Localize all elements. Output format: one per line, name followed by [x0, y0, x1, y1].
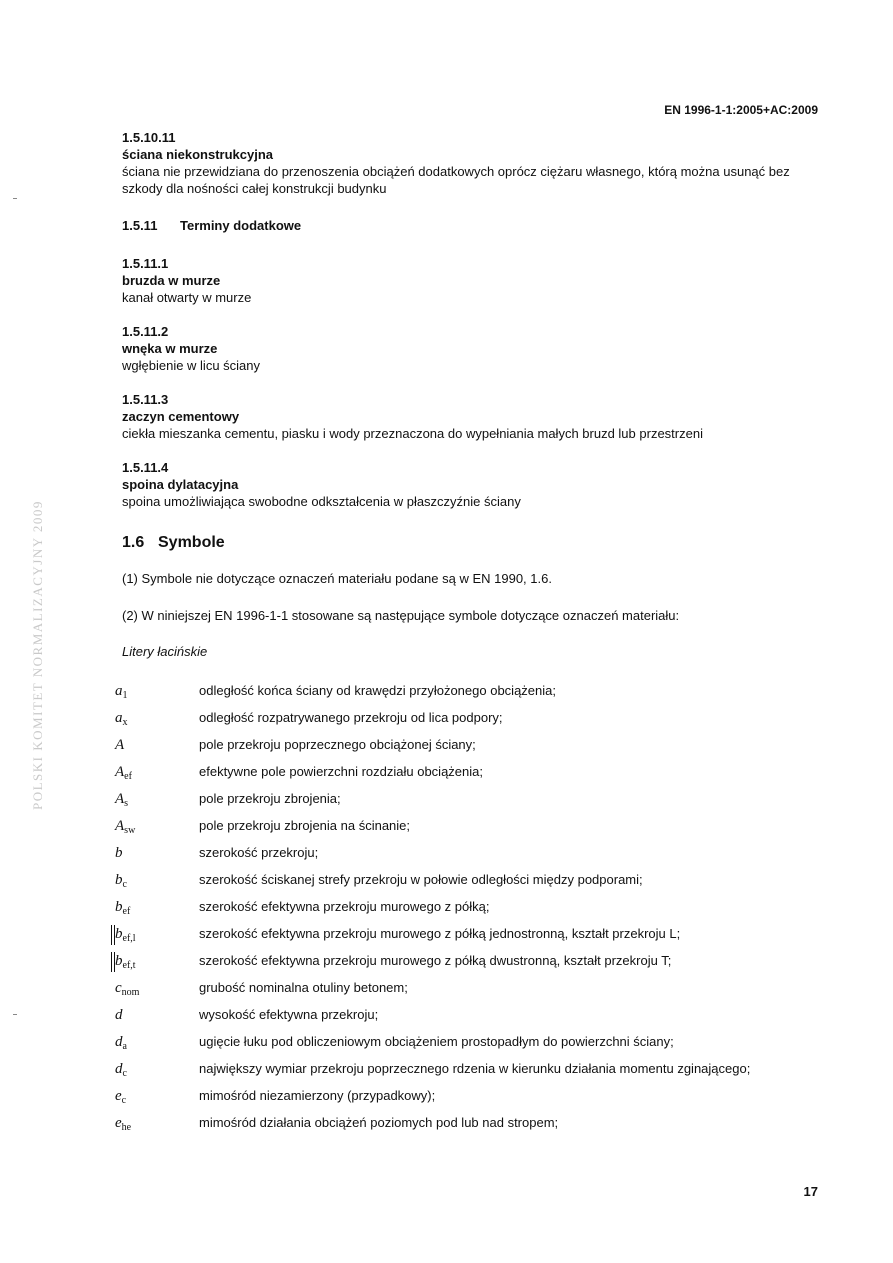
- symbol-definition: pole przekroju zbrojenia;: [199, 791, 341, 806]
- symbol-subscript: nom: [121, 987, 140, 998]
- subsection-number: 1.5.11: [122, 218, 158, 233]
- symbol-subscript: c: [121, 1095, 127, 1106]
- symbol-definition: wysokość efektywna przekroju;: [199, 1007, 379, 1022]
- term-number: 1.5.10.11: [122, 130, 176, 145]
- symbol-notation: [115, 817, 185, 840]
- symbol-base: a: [115, 710, 123, 726]
- page-header-standard-id: EN 1996-1-1:2005+AC:2009: [664, 103, 818, 117]
- symbol-base: d: [115, 1007, 123, 1023]
- symbol-base: A: [115, 737, 125, 753]
- symbol-row: [115, 925, 827, 952]
- symbol-notation: [115, 952, 185, 975]
- symbol-row: [115, 952, 827, 979]
- term-name: spoina dylatacyjna: [122, 477, 239, 492]
- symbol-definition: szerokość efektywna przekroju murowego z półką jednostronną, kształt przekroju L;: [199, 926, 681, 941]
- term-name: zaczyn cementowy: [122, 409, 240, 424]
- document-body: [115, 129, 827, 1141]
- symbol-notation: [115, 1060, 185, 1083]
- symbol-base: A: [115, 818, 125, 834]
- margin-mark: [13, 198, 17, 199]
- symbol-notation: [115, 1006, 185, 1024]
- symbol-notation: [115, 736, 185, 754]
- section-heading: [122, 534, 827, 552]
- symbol-notation: [115, 682, 185, 705]
- symbol-base: d: [115, 1061, 123, 1077]
- symbol-row: [115, 898, 827, 925]
- symbol-list: [115, 682, 827, 1141]
- symbol-row: [115, 1060, 827, 1087]
- symbol-definition: mimośród działania obciążeń poziomych pod lub nad stropem;: [199, 1115, 559, 1130]
- symbol-row: [115, 1114, 827, 1141]
- term-number: 1.5.11.4: [122, 460, 169, 475]
- term-name: wnęka w murze: [122, 341, 218, 356]
- term-definition: wgłębienie w licu ściany: [122, 358, 261, 373]
- symbols-group-heading: Litery łacińskie: [122, 644, 208, 659]
- symbol-base: b: [115, 872, 123, 888]
- symbol-base: e: [115, 1088, 122, 1104]
- symbol-definition: odległość rozpatrywanego przekroju od lica podpory;: [199, 710, 503, 725]
- symbol-subscript: ef,l: [122, 933, 136, 944]
- symbol-notation: [115, 925, 185, 948]
- symbol-subscript: c: [122, 1068, 127, 1079]
- symbol-row: [115, 736, 827, 763]
- symbol-notation: [115, 1087, 185, 1110]
- symbol-base: A: [115, 764, 125, 780]
- symbol-base: a: [115, 683, 123, 699]
- term-definition: spoina umożliwiająca swobodne odkształcenia w płaszczyźnie ściany: [122, 494, 521, 509]
- symbol-subscript: s: [124, 798, 129, 809]
- term-name: bruzda w murze: [122, 273, 221, 288]
- symbol-subscript: sw: [124, 825, 136, 836]
- symbol-definition: szerokość ściskanej strefy przekroju w połowie odległości między podporami;: [199, 872, 643, 887]
- symbol-row: [115, 871, 827, 898]
- term-definition: kanał otwarty w murze: [122, 290, 252, 305]
- paragraph: (2) W niniejszej EN 1996-1-1 stosowane są następujące symbole dotyczące oznaczeń materiału:: [122, 608, 680, 623]
- term-entry: [122, 323, 827, 374]
- symbol-notation: [115, 898, 185, 921]
- symbol-base: e: [115, 1115, 122, 1131]
- subsection-title: Terminy dodatkowe: [180, 218, 302, 233]
- term-entry: [122, 391, 827, 442]
- symbol-row: [115, 790, 827, 817]
- subsection-heading: [122, 218, 827, 233]
- symbol-definition: szerokość przekroju;: [199, 845, 319, 860]
- symbol-definition: grubość nominalna otuliny betonem;: [199, 980, 408, 995]
- symbol-definition: szerokość efektywna przekroju murowego z półką;: [199, 899, 490, 914]
- page-number: 17: [803, 1184, 818, 1199]
- watermark-text: POLSKI KOMITET NORMALIZACYJNY 2009: [30, 500, 45, 810]
- symbol-definition: odległość końca ściany od krawędzi przyłożonego obciążenia;: [199, 683, 556, 698]
- symbol-subscript: c: [122, 879, 127, 890]
- symbol-row: [115, 709, 827, 736]
- symbol-subscript: he: [121, 1122, 132, 1133]
- symbol-notation: [115, 871, 185, 894]
- symbol-definition: efektywne pole powierzchni rozdziału obciążenia;: [199, 764, 483, 779]
- symbol-notation: [115, 763, 185, 786]
- symbol-notation: [115, 979, 185, 1002]
- term-entry: [122, 459, 827, 510]
- symbol-base: A: [115, 791, 125, 807]
- symbol-definition: pole przekroju poprzecznego obciążonej ściany;: [199, 737, 476, 752]
- term-entry: [122, 255, 827, 306]
- symbol-notation: [115, 1033, 185, 1056]
- term-definition: ściana nie przewidziana do przenoszenia obciążeń dodatkowych oprócz ciężaru własnego, którą można usunąć bez szkody dla nośności całej konstrukcji budynku: [122, 164, 790, 196]
- section-title: Symbole: [158, 534, 225, 551]
- symbol-subscript: a: [122, 1041, 127, 1052]
- symbol-definition: największy wymiar przekroju poprzecznego rdzenia w kierunku działania momentu zginającego;: [199, 1061, 751, 1076]
- symbol-notation: [115, 790, 185, 813]
- margin-mark: [13, 1014, 17, 1015]
- symbol-subscript: x: [122, 717, 128, 728]
- symbol-row: [115, 1033, 827, 1060]
- paragraph: (1) Symbole nie dotyczące oznaczeń materiału podane są w EN 1990, 1.6.: [122, 571, 552, 586]
- term-name: ściana niekonstrukcyjna: [122, 147, 274, 162]
- term-number: 1.5.11.1: [122, 256, 169, 271]
- term-number: 1.5.11.2: [122, 324, 169, 339]
- symbol-notation: [115, 709, 185, 732]
- symbol-definition: szerokość efektywna przekroju murowego z półką dwustronną, kształt przekroju T;: [199, 953, 672, 968]
- symbol-base: b: [115, 845, 123, 861]
- symbol-base: c: [115, 980, 122, 996]
- symbol-notation: [115, 844, 185, 862]
- symbol-row: [115, 979, 827, 1006]
- term-entry: [122, 129, 827, 197]
- symbol-base: b: [115, 953, 123, 969]
- symbol-subscript: ef: [124, 771, 132, 782]
- symbol-subscript: 1: [122, 690, 128, 701]
- symbol-subscript: ef: [122, 906, 131, 917]
- term-number: 1.5.11.3: [122, 392, 169, 407]
- symbol-row: [115, 763, 827, 790]
- symbol-definition: pole przekroju zbrojenia na ścinanie;: [199, 818, 411, 833]
- symbol-definition: ugięcie łuku pod obliczeniowym obciążeniem prostopadłym do powierzchni ściany;: [199, 1034, 674, 1049]
- symbol-definition: mimośród niezamierzony (przypadkowy);: [199, 1088, 436, 1103]
- section-number: 1.6: [122, 534, 145, 551]
- symbol-notation: [115, 1114, 185, 1137]
- term-definition: ciekła mieszanka cementu, piasku i wody przeznaczona do wypełniania małych bruzd lub przestrzeni: [122, 426, 703, 441]
- symbol-row: [115, 682, 827, 709]
- symbol-row: [115, 1006, 827, 1033]
- symbol-row: [115, 1087, 827, 1114]
- symbol-subscript: ef,t: [122, 960, 136, 971]
- symbol-row: [115, 844, 827, 871]
- symbol-base: b: [115, 899, 123, 915]
- symbol-row: [115, 817, 827, 844]
- symbol-base: b: [115, 926, 123, 942]
- symbol-base: d: [115, 1034, 123, 1050]
